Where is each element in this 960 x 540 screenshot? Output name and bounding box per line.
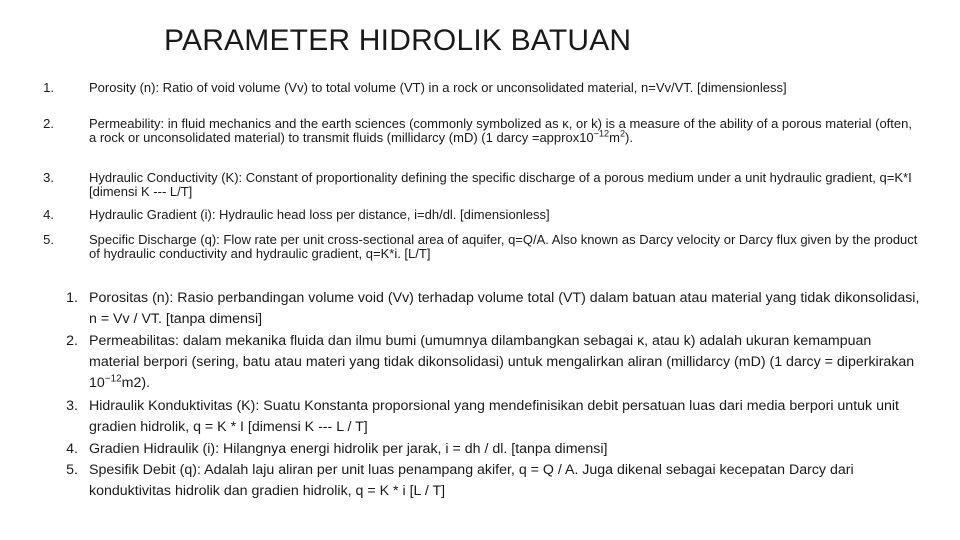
item-text: Porosity (n): Ratio of void volume (Vv) to total volume (VT) in a rock or unconsolidated material, n=Vv/VT. [dimensionless] [89,80,787,95]
item-text: Permeability: in fluid mechanics and the earth sciences (commonly symbolized as κ, or k) is a measure of the ability of a porous material (often, a rock or unconsolidated material) to transmit fluids (millidarcy (mD) (1 darcy $=approx10^{-12}m^2$). [89,116,912,145]
item-number: 4. [66,441,78,457]
item-text: Porositas (n): Rasio perbandingan volume void (Vv) terhadap volume total (VT) dalam batuan atau material yang tidak dikonsolidasi, n = Vv / VT. [tanpa dimensi] [89,290,920,328]
superscript: −12 [104,373,122,385]
item-text: Hidraulik Konduktivitas (K): Suatu Konstanta proporsional yang mendefinisikan debit persatuan luas dari media berpori untuk unit gradien hidrolik, q = K * I [dimensi K --- L / T] [89,398,899,436]
item-text: Permeabilitas: dalam mekanika fluida dan ilmu bumi (umumnya dilambangkan sebagai κ, atau k) adalah ukuran kemampuan material berpori (sering, batu atau materi yang tidak dikonsolidasi) untuk mengalirkan aliran (millidarcy (mD) (1 darcy = diperkirakan $10^{-12}m2$). [89,333,915,392]
item-number: 5. [43,232,54,247]
item-number: 2. [43,116,54,131]
item-number: 4. [43,207,54,222]
superscript: −12 [593,128,610,139]
superscript: 2 [619,128,626,139]
item-text: Hydraulic Gradient (i): Hydraulic head loss per distance, i=dh/dl. [dimensionless] [89,207,550,222]
item-number: 2. [66,333,78,349]
item-number: 5. [66,462,78,478]
item-number: 3. [43,170,54,185]
item-number: 1. [66,290,78,306]
item-text: Specific Discharge (q): Flow rate per unit cross-sectional area of aquifer, q=Q/A. Also known as Darcy velocity or Darcy flux given by the product of hydraulic conductivity and hydraulic gradient, q=K*i. [L/T] [89,232,918,261]
item-number: 3. [66,398,78,414]
slide-title: PARAMETER HIDROLIK BATUAN [164,24,632,57]
item-number: 1. [43,80,54,95]
item-text: Spesifik Debit (q): Adalah laju aliran per unit luas penampang akifer, q = Q / A. Juga dikenal sebagai kecepatan Darcy dari konduktivitas hidrolik dan gradien hidrolik, q = K * i [L / T] [89,462,854,500]
item-text: Gradien Hidraulik (i): Hilangnya energi hidrolik per jarak, i = dh / dl. [tanpa dimensi] [89,441,608,457]
item-text: Hydraulic Conductivity (K): Constant of proportionality defining the specific discharge of a porous medium under a unit hydraulic gradient, q=K*I [dimensi K --- L/T] [89,170,912,199]
